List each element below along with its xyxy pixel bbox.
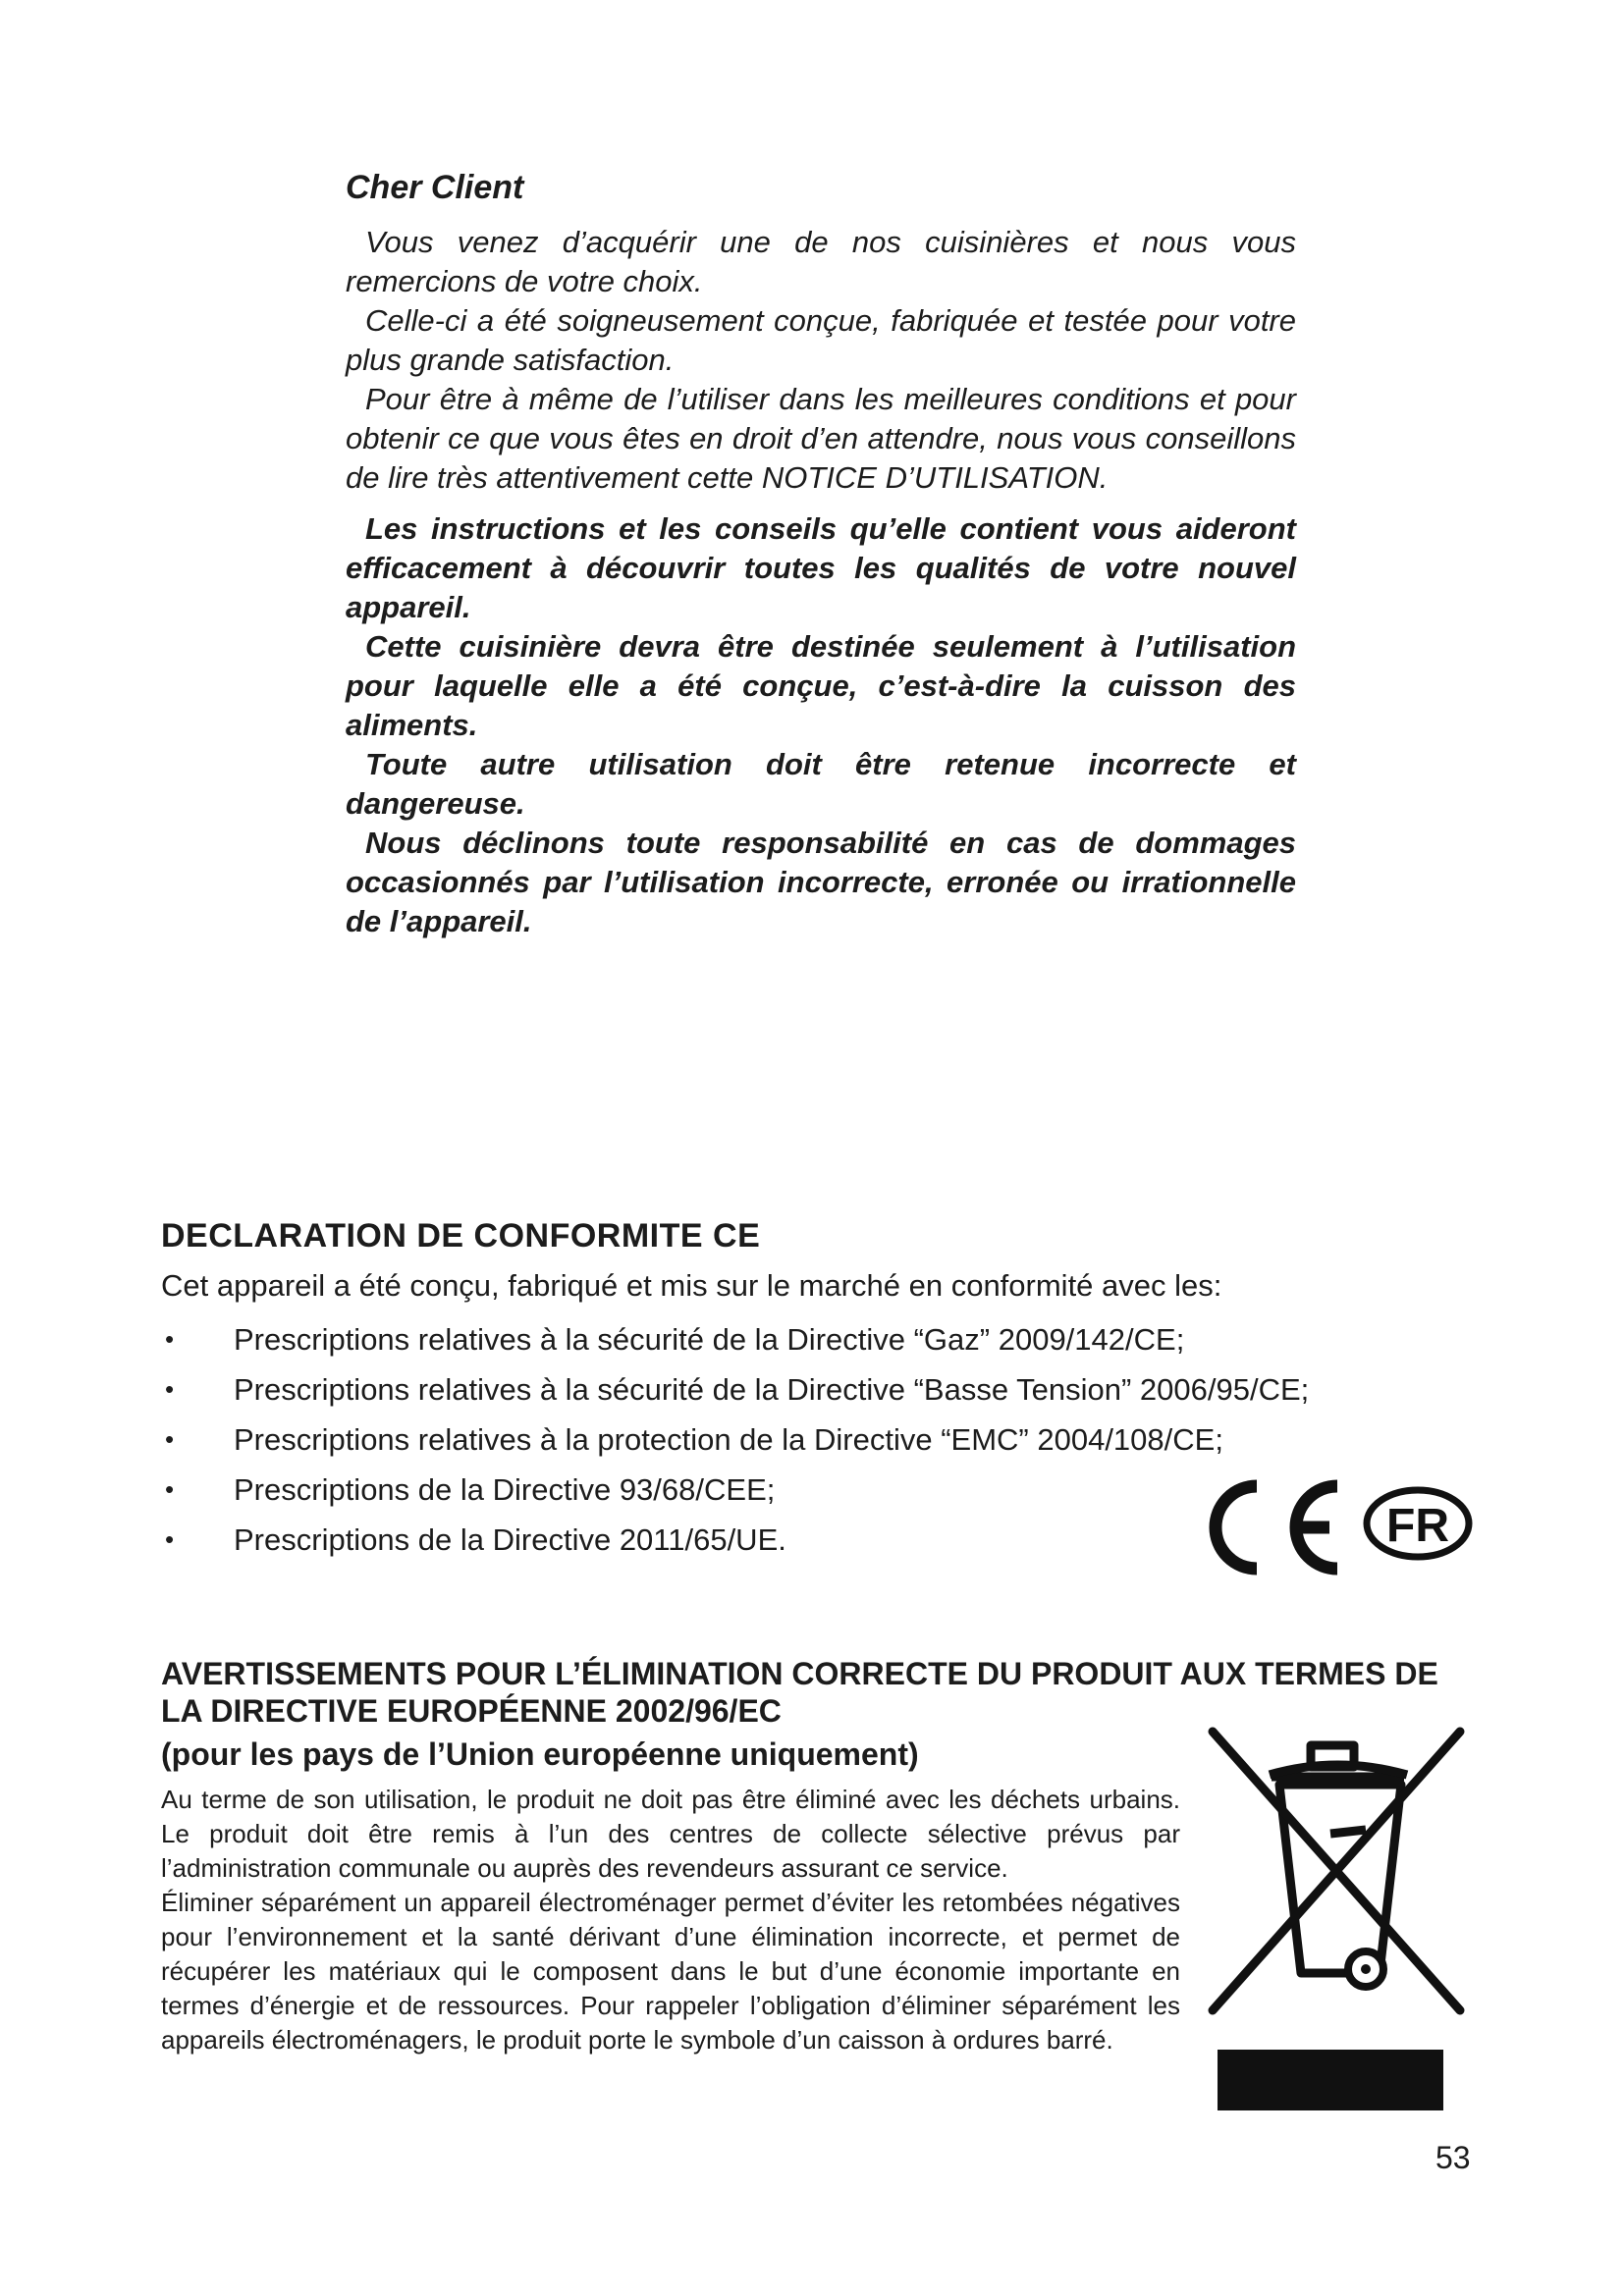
directive-item (161, 1364, 1496, 1415)
bullet: • (165, 1474, 175, 1504)
fr-country-icon (1367, 1490, 1469, 1557)
letter-paragraph: Vous venez d’acquérir une de nos cuisinières et nous vous remercions de votre choix. (346, 225, 1296, 298)
bullet: • (165, 1524, 175, 1554)
weee-title: AVERTISSEMENTS POUR L’ÉLIMINATION CORRECTE DU PRODUIT AUX TERMES DE LA DIRECTIVE EUROPÉENNE 2002/96/EC (161, 1656, 1438, 1729)
directive-text: Prescriptions relatives à la sécurité de la Directive “Basse Tension” 2006/95/CE; (234, 1372, 1310, 1407)
directive-text: Prescriptions relatives à la protection de la Directive “EMC” 2004/108/CE; (234, 1422, 1223, 1457)
directive-text: Prescriptions de la Directive 93/68/CEE; (234, 1472, 776, 1507)
ce-fr-mark (1200, 1472, 1475, 1580)
ce-mark-icon (1216, 1486, 1337, 1569)
bullet: • (165, 1374, 175, 1404)
conformity-lead: Cet appareil a été conçu, fabriqué et mis sur le marché en conformité avec les: (161, 1268, 1222, 1303)
letter-bold-paragraph: Les instructions et les conseils qu’elle contient vous aideront efficacement à découvrir toutes les qualités de votre nouvel appareil. (346, 511, 1296, 624)
directive-text: Prescriptions de la Directive 2011/65/UE. (234, 1522, 786, 1557)
weee-paragraph: Au terme de son utilisation, le produit ne doit pas être éliminé avec les déchets urbains. Le produit doit être remis à l’un des centres de collecte sélective prévus par l’administration communale ou auprès des revendeurs assurant ce service. (161, 1785, 1180, 1883)
directive-item (161, 1314, 1496, 1364)
letter-bold-paragraph: Cette cuisinière devra être destinée seulement à l’utilisation pour laquelle elle a été conçue, c’est-à-dire la cuisson des aliments. (346, 629, 1296, 742)
fr-label: FR (1386, 1500, 1449, 1552)
letter-paragraph: Celle-ci a été soigneusement conçue, fabriquée et testée pour votre plus grande satisfaction. (346, 303, 1296, 377)
directive-item (161, 1415, 1496, 1465)
customer-letter (346, 169, 1296, 941)
weee-paragraph: Éliminer séparément un appareil électroménager permet d’éviter les retombées négatives pour l’environnement et la santé dérivant d’une élimination incorrecte, et permet de récupérer les matériaux qui le composent dans le but d’une économie importante en termes d’énergie et de ressources. Pour rappeler l’obligation d’éliminer séparément les appareils électroménagers, le produit porte le symbole d’un caisson à ordures barré. (161, 1888, 1180, 2055)
weee-subtitle: (pour les pays de l’Union européenne uniquement) (161, 1736, 919, 1772)
weee-body (161, 1783, 1180, 2057)
letter-bold-paragraph: Toute autre utilisation doit être retenue incorrecte et dangereuse. (346, 747, 1296, 821)
weee-date-bar (1218, 2050, 1443, 2110)
crossed-bin-icon (1193, 1716, 1478, 2020)
directive-text: Prescriptions relatives à la sécurité de la Directive “Gaz” 2009/142/CE; (234, 1322, 1185, 1357)
letter-title: Cher Client (346, 169, 524, 206)
letter-paragraph: Pour être à même de l’utiliser dans les meilleures conditions et pour obtenir ce que vous êtes en droit d’en attendre, nous vous conseillons de lire très attentivement cette NOTICE D’UTILISATION. (346, 382, 1296, 495)
letter-bold-paragraph: Nous déclinons toute responsabilité en cas de dommages occasionnés par l’utilisation incorrecte, erronée ou irrationnelle de l’appareil. (346, 826, 1296, 938)
page-number: 53 (1435, 2140, 1471, 2175)
conformity-title: DECLARATION DE CONFORMITE CE (161, 1217, 761, 1255)
bullet: • (165, 1324, 175, 1354)
bullet: • (165, 1424, 175, 1454)
